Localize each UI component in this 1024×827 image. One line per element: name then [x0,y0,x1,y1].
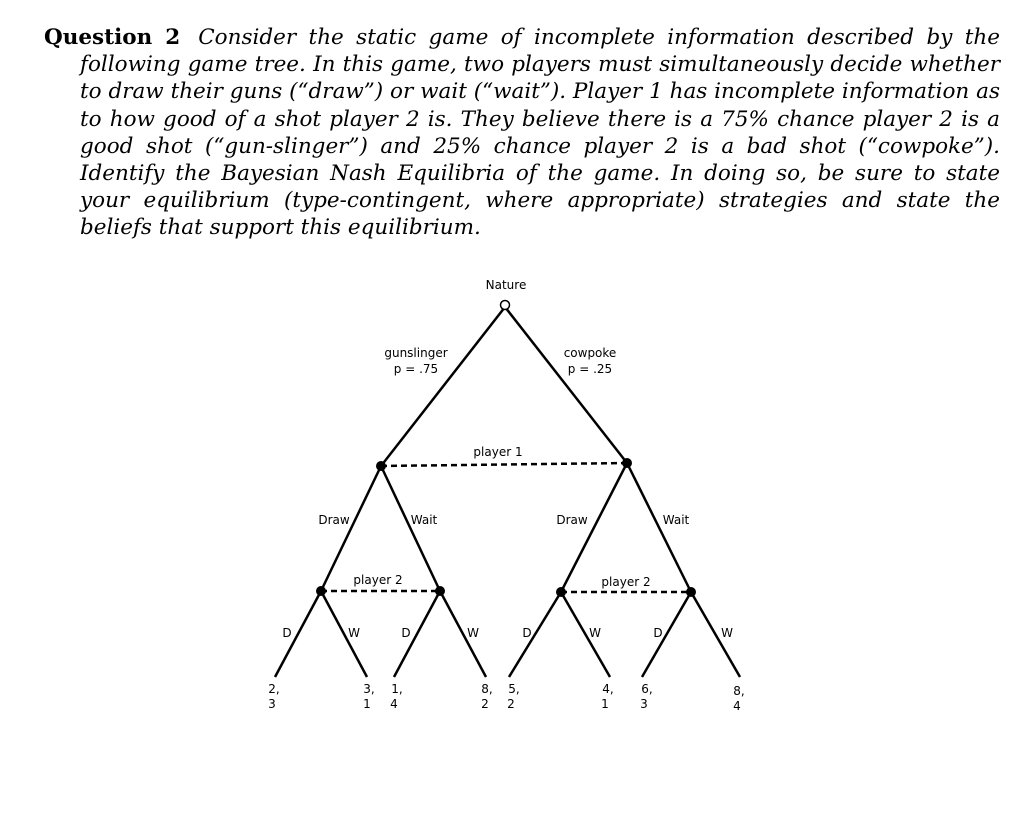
p2-action-w-3: W [589,626,601,640]
edge-nature-cowpoke [505,307,627,463]
payoff-2-p2: 1 [363,697,371,711]
payoff-6-p2: 1 [601,697,609,711]
edge-terminal-6 [561,592,610,677]
p1-action-wait-right: Wait [662,513,690,527]
p2-action-d-1: D [282,626,292,640]
player2-label-right: player 2 [601,575,651,589]
payoff-8-p1: 8, [733,684,745,698]
payoff-5-p1: 5, [508,682,520,696]
player2-label-left: player 2 [353,573,403,587]
type-label-gunslinger: gunslinger [384,346,448,360]
type-prob-gunslinger: p = .75 [393,362,439,376]
player1-node-cowpoke [622,458,632,468]
p1-action-wait-left: Wait [410,513,438,527]
p2-action-w-1: W [348,626,360,640]
type-prob-cowpoke: p = .25 [567,362,613,376]
question-label: Question 2 [44,25,181,50]
player2-node-4 [686,587,696,597]
p2-action-w-2: W [467,626,479,640]
question-text: Consider the static game of incomplete information described by the following game tree. In this game, two players must simultaneously decide whether to draw their guns (“draw”) or wait (“wait”). Player 1 has incomplete information as to how good of a shot player 2 is. They believe there is a 75% chance player 2 is a good shot (“gun-slinger”) and 25% chance player 2 is a bad shot (“cowpoke”). Identify the Bayesian Nash Equilibria of the game. In doing so, be sure to state your equilibrium (type-contingent, where appropriate) strategies and state the beliefs that support this equilibrium. [80,25,1000,241]
payoff-3-p1: 1, [391,682,403,696]
type-label-cowpoke: cowpoke [563,346,617,360]
payoff-1-p2: 3 [268,697,276,711]
edge-terminal-5 [509,592,561,677]
payoff-7-p2: 3 [640,697,648,711]
player1-information-set [381,463,627,466]
edge-cowpoke-wait [627,463,691,592]
edge-terminal-7 [642,592,691,677]
edge-nature-gunslinger [381,307,505,466]
payoff-8-p2: 4 [733,699,741,713]
p2-action-d-4: D [653,626,663,640]
payoff-5-p2: 2 [507,697,515,711]
payoff-4-p2: 2 [481,697,489,711]
edge-terminal-4 [440,591,486,677]
p2-action-w-4: W [721,626,733,640]
player2-node-2 [435,586,445,596]
payoff-2-p1: 3, [363,682,375,696]
p1-action-draw-right: Draw [556,513,588,527]
nature-node [501,301,510,310]
player1-label: player 1 [473,445,523,459]
payoff-7-p1: 6, [641,682,653,696]
edge-terminal-2 [321,591,367,677]
p2-action-d-2: D [401,626,411,640]
nature-label: Nature [485,278,527,292]
player2-node-1 [316,586,326,596]
edge-cowpoke-draw [561,463,627,592]
payoff-1-p1: 2, [268,682,280,696]
p2-action-d-3: D [522,626,532,640]
p1-action-draw-left: Draw [318,513,350,527]
payoff-3-p2: 4 [390,697,398,711]
payoff-6-p1: 4, [602,682,614,696]
player2-node-3 [556,587,566,597]
player1-node-gunslinger [376,461,386,471]
payoff-4-p1: 8, [481,682,493,696]
